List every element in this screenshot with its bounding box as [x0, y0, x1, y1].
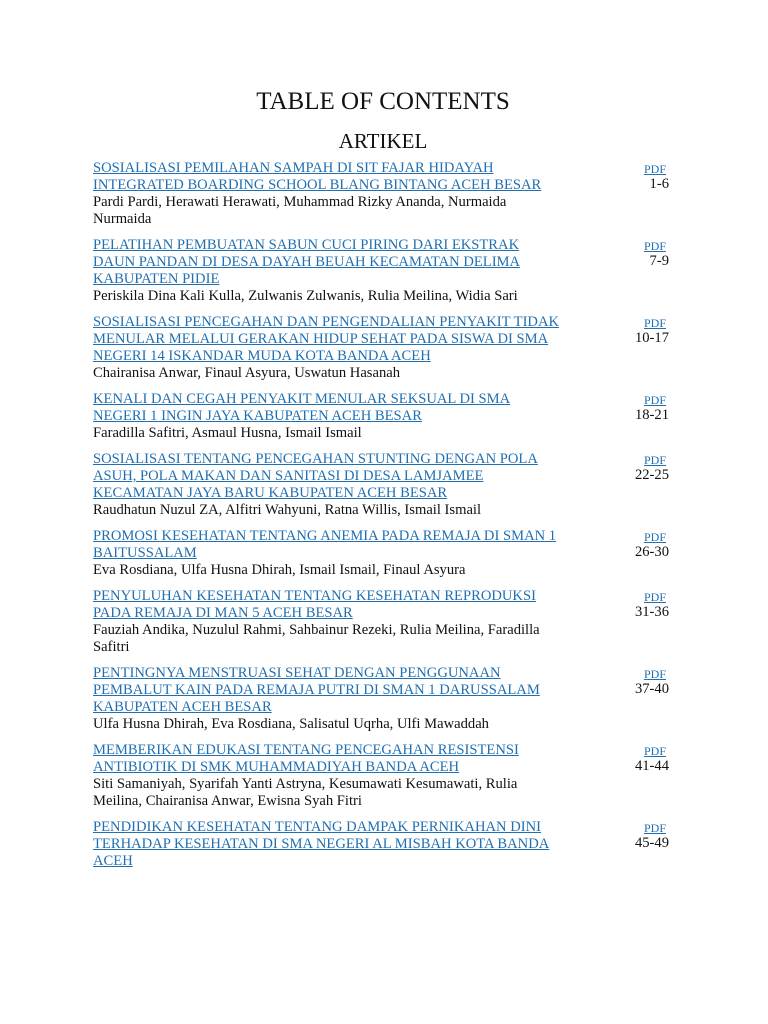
page-range: 41-44 [634, 758, 669, 774]
toc-page [93, 86, 673, 879]
article-title-link[interactable]: PELATIHAN PEMBUATAN SABUN CUCI PIRING DARI EKSTRAK DAUN PANDAN DI DESA DAYAH BEUAH KECAMATAN DELIMA KABUPATEN PIDIE [93, 237, 521, 287]
article-title-link[interactable]: PROMOSI KESEHATAN TENTANG ANEMIA PADA REMAJA DI SMAN 1 BAITUSSALAM [93, 528, 557, 561]
article-entry [93, 391, 673, 442]
pdf-link[interactable]: PDF [643, 393, 666, 407]
page-range: 31-36 [634, 604, 669, 620]
article-entry [93, 160, 673, 228]
page-range: 37-40 [634, 681, 669, 697]
pdf-link[interactable]: PDF [643, 590, 666, 604]
article-title-link[interactable]: SOSIALISASI PENCEGAHAN DAN PENGENDALIAN PENYAKIT TIDAK MENULAR MELALUI GERAKAN HIDUP SEHAT PADA SISWA DI SMA NEGERI 14 ISKANDAR MUDA KOTA BANDA ACEH [93, 314, 560, 364]
page-range: 1-6 [649, 176, 669, 192]
article-authors: Chairanisa Anwar, Finaul Asyura, Uswatun Hasanah [93, 365, 401, 381]
page-range: 10-17 [634, 330, 669, 346]
pdf-link[interactable]: PDF [643, 316, 666, 330]
section-heading: ARTIKEL [338, 129, 428, 153]
pdf-link[interactable]: PDF [643, 821, 666, 835]
article-authors: Raudhatun Nuzul ZA, Alfitri Wahyuni, Ratna Willis, Ismail Ismail [93, 502, 482, 518]
article-entry [93, 451, 673, 519]
article-entry [93, 819, 673, 870]
pdf-link[interactable]: PDF [643, 530, 666, 544]
page-range: 22-25 [634, 467, 669, 483]
page-title: TABLE OF CONTENTS [256, 88, 510, 115]
article-title-link[interactable]: SOSIALISASI TENTANG PENCEGAHAN STUNTING DENGAN POLA ASUH, POLA MAKAN DAN SANITASI DI DESA LAMJAMEE KECAMATAN JAYA BARU KABUPATEN ACEH BESAR [93, 451, 538, 501]
article-title-link[interactable]: MEMBERIKAN EDUKASI TENTANG PENCEGAHAN RESISTENSI ANTIBIOTIK DI SMK MUHAMMADIYAH BANDA ACEH [93, 742, 519, 775]
article-authors: Fauziah Andika, Nuzulul Rahmi, Sahbainur Rezeki, Rulia Meilina, Faradilla Safitri [93, 622, 540, 655]
article-title-link[interactable]: KENALI DAN CEGAH PENYAKIT MENULAR SEKSUAL DI SMA NEGERI 1 INGIN JAYA KABUPATEN ACEH BESAR [93, 391, 511, 424]
article-entry [93, 237, 673, 305]
article-authors: Ulfa Husna Dhirah, Eva Rosdiana, Salisatul Uqrha, Ulfi Mawaddah [93, 716, 489, 732]
page-range: 7-9 [649, 253, 669, 269]
page-range: 18-21 [634, 407, 669, 423]
article-authors: Siti Samaniyah, Syarifah Yanti Astryna, Kesumawati Kesumawati, Rulia Meilina, Chairanisa Anwar, Ewisna Syah Fitri [93, 776, 518, 809]
article-title-link[interactable]: PENDIDIKAN KESEHATAN TENTANG DAMPAK PERNIKAHAN DINI TERHADAP KESEHATAN DI SMA NEGERI AL MISBAH KOTA BANDA ACEH [93, 819, 550, 869]
page-range: 45-49 [634, 835, 669, 851]
article-entry [93, 742, 673, 810]
pdf-link[interactable]: PDF [643, 162, 666, 176]
page-range: 26-30 [634, 544, 669, 560]
article-entry [93, 665, 673, 733]
article-entry [93, 528, 673, 579]
article-title-link[interactable]: SOSIALISASI PEMILAHAN SAMPAH DI SIT FAJAR HIDAYAH INTEGRATED BOARDING SCHOOL BLANG BINTANG ACEH BESAR [93, 160, 542, 193]
article-authors: Periskila Dina Kali Kulla, Zulwanis Zulwanis, Rulia Meilina, Widia Sari [93, 288, 518, 304]
article-title-link[interactable]: PENTINGNYA MENSTRUASI SEHAT DENGAN PENGGUNAAN PEMBALUT KAIN PADA REMAJA PUTRI DI SMAN 1 DARUSSALAM KABUPATEN ACEH BESAR [93, 665, 540, 715]
pdf-link[interactable]: PDF [643, 239, 666, 253]
article-authors: Pardi Pardi, Herawati Herawati, Muhammad Rizky Ananda, Nurmaida Nurmaida [93, 194, 507, 227]
article-entry [93, 314, 673, 382]
article-entry [93, 588, 673, 656]
pdf-link[interactable]: PDF [643, 744, 666, 758]
article-title-link[interactable]: PENYULUHAN KESEHATAN TENTANG KESEHATAN REPRODUKSI PADA REMAJA DI MAN 5 ACEH BESAR [93, 588, 536, 621]
pdf-link[interactable]: PDF [643, 667, 666, 681]
pdf-link[interactable]: PDF [643, 453, 666, 467]
article-authors: Eva Rosdiana, Ulfa Husna Dhirah, Ismail Ismail, Finaul Asyura [93, 562, 466, 578]
article-authors: Faradilla Safitri, Asmaul Husna, Ismail Ismail [93, 425, 362, 441]
